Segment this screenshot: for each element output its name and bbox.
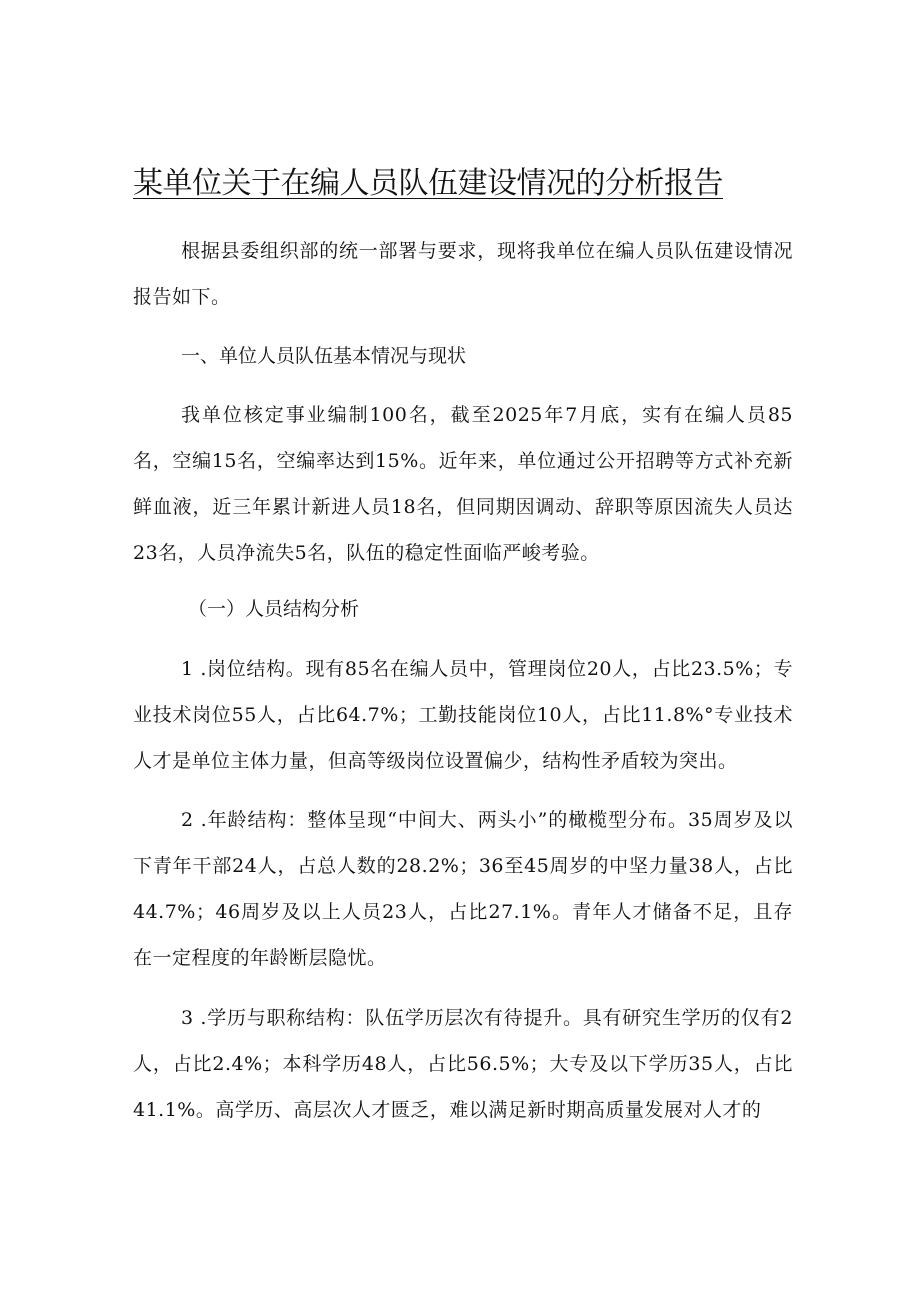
section-heading: 一、单位人员队伍基本情况与现状 [181, 345, 467, 367]
list-item-age-structure: 2 .年龄结构：整体呈现“中间大、两头小”的橄榄型分布。35周岁及以下青年干部24人，占总人数的28.2%；36至45周岁的中坚力量38人，占比44.7%；46周岁及以上人员23人，占比27.1%。青年人才储备不足，且存在一定程度的年龄断层隐忧。 [133, 809, 793, 969]
intro-paragraph: 根据县委组织部的统一部署与要求，现将我单位在编人员队伍建设情况报告如下。 [133, 240, 793, 308]
subsection-heading: （一）人员结构分析 [188, 598, 360, 620]
document-title: 某单位关于在编人员队伍建设情况的分析报告 [133, 166, 723, 201]
list-item-position-structure: 1 .岗位结构。现有85名在编人员中，管理岗位20人，占比23.5%；专业技术岗位55人，占比64.7%；工勤技能岗位10人，占比11.8%°专业技术人才是单位主体力量，但高等级岗位设置偏少，结构性矛盾较为突出。 [133, 658, 793, 772]
section-paragraph: 我单位核定事业编制100名，截至2025年7月底，实有在编人员85名，空编15名，空编率达到15%。近年来，单位通过公开招聘等方式补充新鲜血液，近三年累计新进人员18名，但同期因调动、辞职等原因流失人员达23名，人员净流失5名，队伍的稳定性面临严峻考验。 [133, 404, 793, 564]
list-item-education-structure: 3 .学历与职称结构：队伍学历层次有待提升。具有研究生学历的仅有2人，占比2.4%；本科学历48人，占比56.5%；大专及以下学历35人，占比41.1%。高学历、高层次人才匮乏，难以满足新时期高质量发展对人才的 [133, 1007, 793, 1121]
